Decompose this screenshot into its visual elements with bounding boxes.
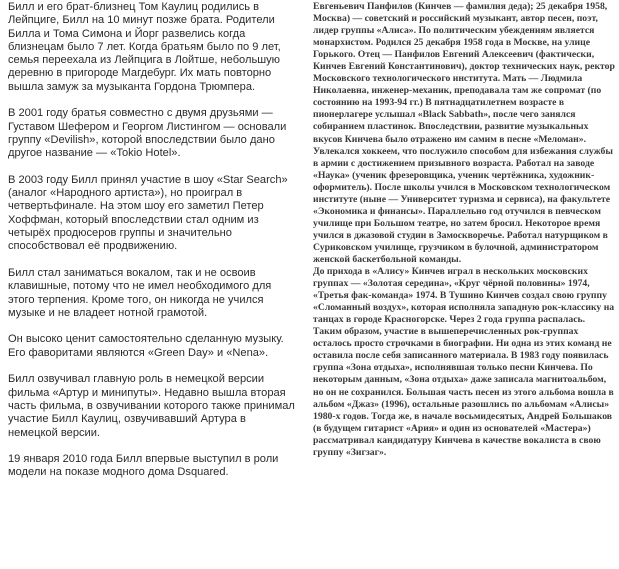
paragraph-kinchev-early-bands: До прихода в «Алису» Кинчев играл в нескольких московских группах — «Золотая середина», «Круг чёрной половины» 1974, «Третья фак-команда» 1974. В Тушино Кинчев создал свою группу «Сломанный воздух», которая исполняла западную рок-классику на танцах в городе Красногорске. Через 2 года группа распалась. Таким образом, участие в вышеперечисленных рок-группах осталось просто строчками в биографии. Ни одна из этих команд не оставила после себя записанного материала. В 1983 году появилась группа «Зона отдыха», исполнявшая только песни Кинчева. По некоторым данным, «Зона отдыха» даже записала магнитоальбом, но он не сохранился. Большая часть песен из этого альбома вошла в альбом «Джаз» (1996), остальные разошлись по альбомам «Алисы» 1980-х годов. Тогда же, в начале восьмидесятых, Андрей Большаков (в будущем гитарист «Ария» и один из основателей «Мастера») рассматривал кандидатуру Кинчева в качестве вокалиста в свою группу «Зигзаг».: [313, 266, 615, 458]
paragraph-model-debut: 19 января 2010 года Билл впервые выступил в роли модели на показе модного дома Dsquared.: [8, 453, 279, 479]
right-text-column: [313, 1, 615, 459]
paragraph-kinchev-biography: Евгеньевич Панфилов (Кинчев — фамилия деда); 25 декабря 1958, Москва) — советский и российский музыкант, автор песен, поэт, лидер группы «Алиса». По политическим убеждениям является монархистом. Родился 25 декабря 1958 года в Москве, на улице Горького. Отец — Панфилов Евгений Алексеевич (фактически, Кинчев Евгений Константинович), доктор технических наук, ректор Московского технологического института. Мать — Людмила Николаевна, инженер-механик, преподавала там же сопромат (по состоянию на 1993-94 гг.) В пятнадцатилетнем возрасте в пионерлагере услышал «Black Sabbath», после чего занялся собиранием пластинок. Впоследствии, развитие музыкальных вкусов Кинчева было отражено им самим в песне «Меломан». Увлекался хоккеем, что послужило способом для избежания службы в армии с достижением призывного возраста. Работал на заводе «Наука» (ученик фрезеровщика, ученик чертёжника, художник-оформитель). После школы учился в Московском технологическом институте (ныне — Университет туризма и сервиса), на факультете «Экономика и финансы». Параллельно год отучился в певческом училище при Большом театре, но затем бросил. Некоторое время учился в джазовой студии в Замоскворечье. Работал натурщиком в Суриковском училище, грузчиком в булочной, администратором женской баскетбольной команды.: [313, 1, 615, 265]
paragraph-vocals: Билл стал заниматься вокалом, так и не освоив клавишные, потому что не имел необходимого для этого терпения. Кроме того, он никогда не учился музыке и не владеет нотной грамотой.: [8, 266, 272, 319]
paragraph-favorites: Он высоко ценит самостоятельно сделанную музыку. Его фаворитами являются «Green Day» и «Nena».: [8, 333, 284, 359]
paragraph-band-founding: В 2001 году братья совместно с двумя друзьями — Густавом Шефером и Георгом Листингом — основали группу «Devilish», которой впоследствии было дано другое название — «Tokio Hotel».: [8, 107, 287, 160]
paragraph-star-search: В 2003 году Билл принял участие в шоу «Star Search» (аналог «Народного артиста»), но проиграл в четвертьфинале. На этом шоу его заметил Петер Хоффман, который впоследствии стал одним из четырёх продюсеров группы и значительно способствовал её продвижению.: [8, 173, 288, 253]
paragraph-voice-acting: Билл озвучивал главную роль в немецкой версии фильма «Артур и минипуты». Недавно вышла вторая часть фильма, в озвучивании которого также принимал участие Билл Каулиц, озвучивавший Артура в немецкой версии.: [8, 373, 295, 439]
paragraph-birth: Билл и его брат-близнец Том Каулиц родились в Лейпциге, Билл на 10 минут позже брата. Родители Билла и Тома Симона и Йорг развелись когда близнецам было 7 лет. Когда братьям было по 9 лет, семья переехала из Лейпцига в Лойтше, небольшую деревню в пригороде Магдебург. Их мать повторно вышла замуж за музыканта Гордона Трюмпера.: [8, 1, 281, 93]
left-text-column: [8, 1, 298, 493]
